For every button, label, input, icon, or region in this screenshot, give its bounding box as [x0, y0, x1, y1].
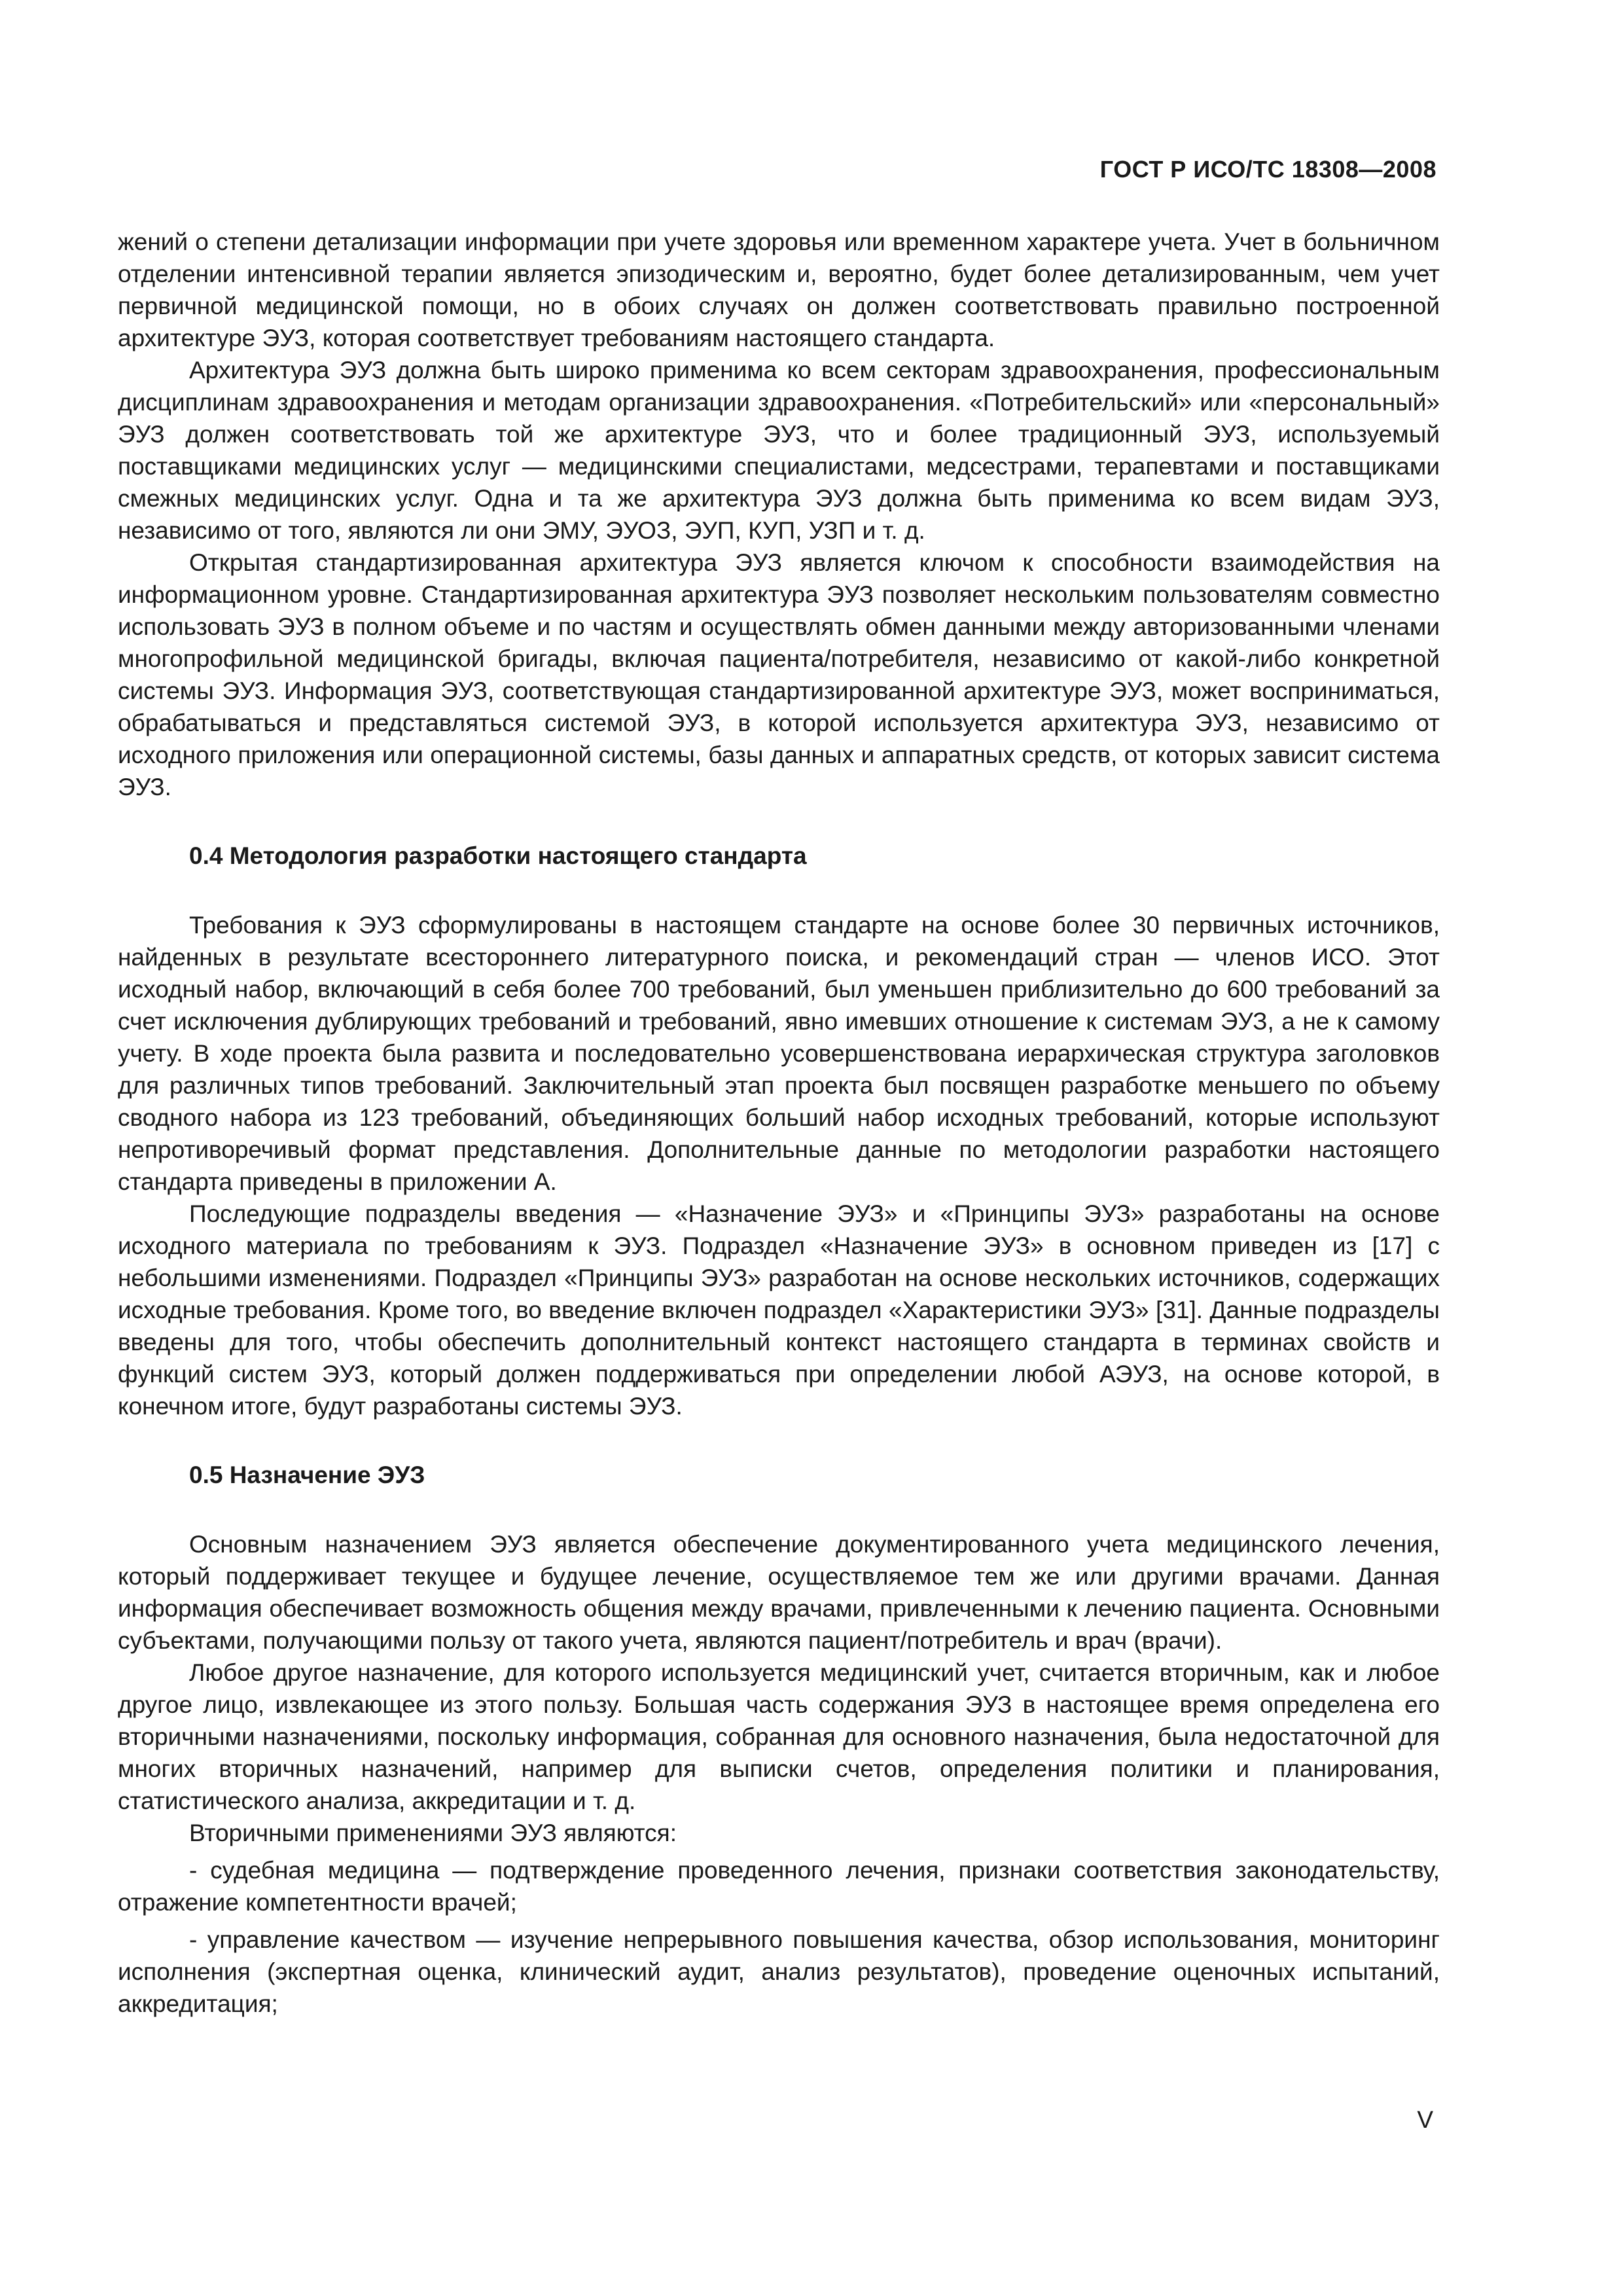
- paragraph: Любое другое назначение, для которого используется медицинский учет, считается вторичным, как и любое другое лицо, извлекающее из этого пользу. Большая часть содержания ЭУЗ в настоящее время определена его вторичными назначениями, поскольку информация, собранная для основного назначения, была недостаточной для многих вторичных назначений, например для выписки счетов, определения политики и планирования, статистического анализа, аккредитации и т. д.: [118, 1659, 1440, 1814]
- paragraph: жений о степени детализации информации при учете здоровья или временном характере учета. Учет в больничном отделении интенсивной терапии является эпизодическим и, вероятно, будет более детализированным, чем учет первичной медицинской помощи, но в обоих случаях он должен соответствовать правильно построенной архитектуре ЭУЗ, которая соответствует требованиям настоящего стандарта.: [118, 228, 1440, 351]
- paragraph: Требования к ЭУЗ сформулированы в настоящем стандарте на основе более 30 первичных источников, найденных в результате всестороннего литературного поиска, и рекомендаций стран — членов ИСО. Этот исходный набор, включающий в себя более 700 требований, был уменьшен приблизительно до 600 требований за счет исключения дублирующих требований и требований, явно имевших отношение к системам ЭУЗ, а не к самому учету. В ходе проекта была развита и последовательно усовершенствована иерархическая структура заголовков для различных типов требований. Заключительный этап проекта был посвящен разработке меньшего по объему сводного набора из 123 требований, объединяющих больший набор исходных требований, которые используют непротиворечивый формат представления. Дополнительные данные по методологии разработки настоящего стандарта приведены в приложении А.: [118, 912, 1440, 1195]
- paragraph: Последующие подразделы введения — «Назначение ЭУЗ» и «Принципы ЭУЗ» разработаны на основе исходного материала по требованиям к ЭУЗ. Подраздел «Назначение ЭУЗ» в основном приведен из [17] с небольшими изменениями. Подраздел «Принципы ЭУЗ» разработан на основе нескольких источников, содержащих исходные требования. Кроме того, во введение включен подраздел «Характеристики ЭУЗ» [31]. Данные подразделы введены для того, чтобы обеспечить дополнительный контекст настоящего стандарта в терминах свойств и функций систем ЭУЗ, который должен поддерживаться при определении любой АЭУЗ, на основе которой, в конечном итоге, будут разработаны системы ЭУЗ.: [118, 1200, 1440, 1420]
- paragraph: Архитектура ЭУЗ должна быть широко применима ко всем секторам здравоохранения, профессиональным дисциплинам здравоохранения и методам организации здравоохранения. «Потребительский» или «персональный» ЭУЗ должен соответствовать той же архитектуре ЭУЗ, что и более традиционный ЭУЗ, используемый поставщиками медицинских услуг — медицинскими специалистами, медсестрами, терапевтами и поставщиками смежных медицинских услуг. Одна и та же архитектура ЭУЗ должна быть применима ко всем видам ЭУЗ, независимо от того, являются ли они ЭМУ, ЭУОЗ, ЭУП, КУП, УЗП и т. д.: [118, 357, 1440, 544]
- section-heading-0-5: 0.5 Назначение ЭУЗ: [189, 1462, 425, 1488]
- section-heading-0-4: 0.4 Методология разработки настоящего стандарта: [189, 842, 807, 869]
- paragraph: Основным назначением ЭУЗ является обеспечение документированного учета медицинского лечения, который поддерживает текущее и будущее лечение, осуществляемое тем же или другими врачами. Данная информация обеспечивает возможность общения между врачами, привлеченными к лечению пациента. Основными субъектами, получающими пользу от такого учета, являются пациент/потребитель и врач (врачи).: [118, 1531, 1440, 1654]
- document-body: [118, 226, 1440, 2020]
- page-number: V: [1417, 2106, 1433, 2133]
- list-item: - судебная медицина — подтверждение проведенного лечения, признаки соответствия законодательству, отражение компетентности врачей;: [118, 1857, 1440, 1916]
- document-header: ГОСТ Р ИСО/ТС 18308—2008: [1099, 156, 1436, 183]
- list-item: - управление качеством — изучение непрерывного повышения качества, обзор использования, мониторинг исполнения (экспертная оценка, клинический аудит, анализ результатов), проведение оценочных испытаний, аккредитация;: [118, 1926, 1440, 2017]
- paragraph: Вторичными применениями ЭУЗ являются:: [189, 1820, 677, 1846]
- paragraph: Открытая стандартизированная архитектура ЭУЗ является ключом к способности взаимодействия на информационном уровне. Стандартизированная архитектура ЭУЗ позволяет нескольким пользователям совместно использовать ЭУЗ в полном объеме и по частям и осуществлять обмен данными между авторизованными членами многопрофильной медицинской бригады, включая пациента/потребителя, независимо от какой-либо конкретной системы ЭУЗ. Информация ЭУЗ, соответствующая стандартизированной архитектуре ЭУЗ, может восприниматься, обрабатываться и представляться системой ЭУЗ, в которой используется архитектура ЭУЗ, независимо от исходного приложения или операционной системы, базы данных и аппаратных средств, от которых зависит система ЭУЗ.: [118, 549, 1440, 800]
